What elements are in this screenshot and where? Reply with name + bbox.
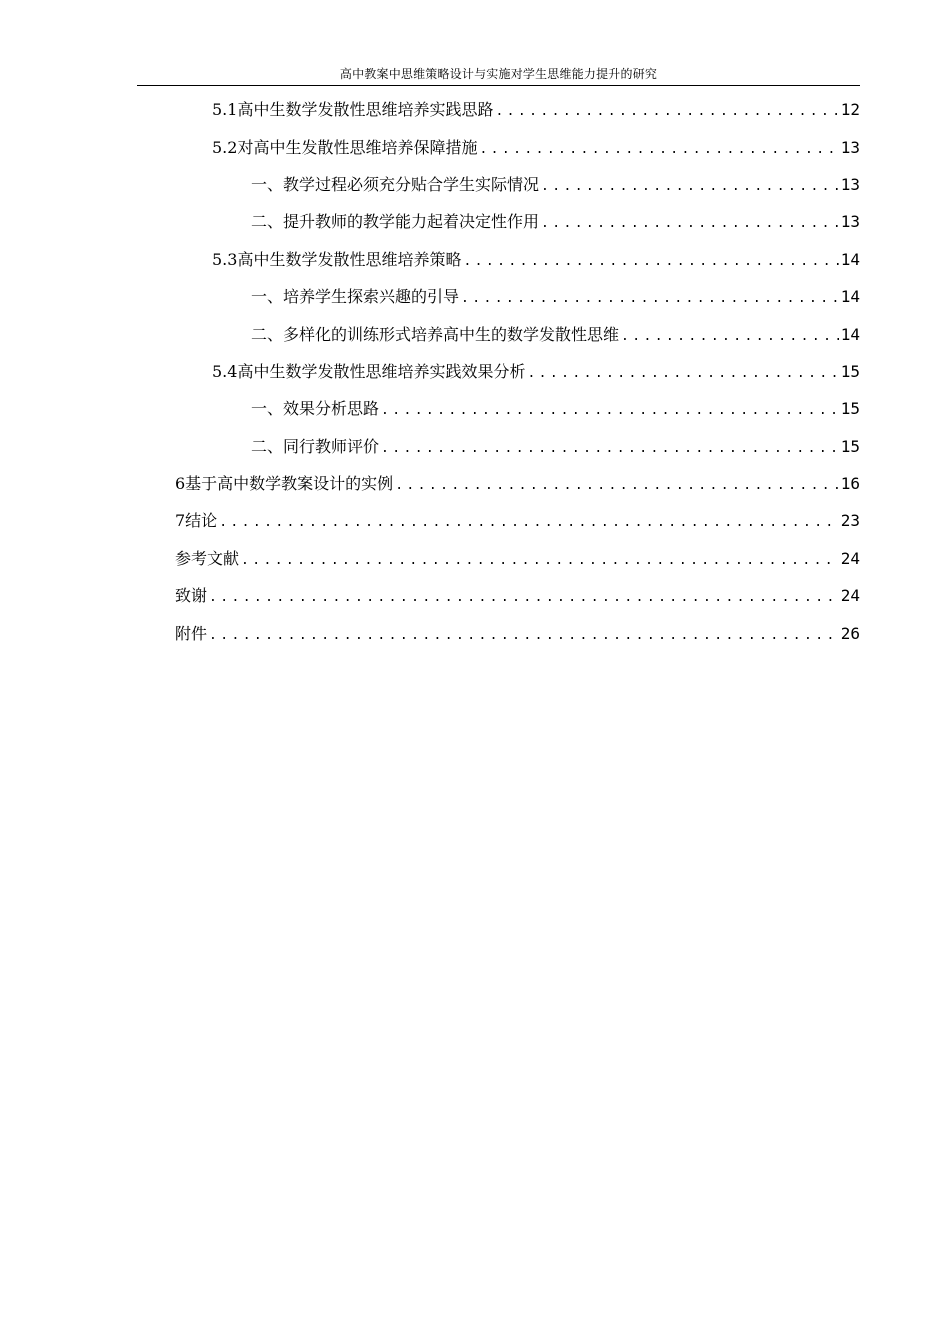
toc-entry[interactable] (251, 174, 860, 196)
toc-dot-leader (621, 326, 839, 348)
toc-dot-leader (219, 512, 839, 534)
toc-entry-page: 15 (840, 362, 860, 381)
toc-entry-page: 14 (840, 250, 860, 269)
toc-entry-page: 14 (840, 325, 860, 344)
toc-entry[interactable] (212, 361, 860, 383)
toc-entry[interactable] (175, 473, 860, 495)
toc-dot-leader (541, 176, 839, 198)
toc-entry-page: 12 (840, 100, 860, 119)
toc-entry[interactable] (212, 99, 860, 121)
toc-entry[interactable] (175, 548, 860, 570)
toc-entry-page: 14 (840, 287, 860, 306)
toc-entry-label: 5.2对高中生发散性思维培养保障措施 (212, 138, 478, 157)
toc-entry-label: 二、同行教师评价 (251, 437, 380, 456)
toc-dot-leader (395, 475, 839, 497)
toc-entry-label: 7结论 (175, 511, 218, 530)
toc-dot-leader (209, 587, 839, 609)
toc-entry-label: 6基于高中数学教案设计的实例 (175, 474, 394, 493)
toc-entry[interactable] (251, 286, 860, 308)
toc-dot-leader (495, 101, 838, 123)
toc-dot-leader (541, 213, 839, 235)
toc-dot-leader (381, 400, 839, 422)
toc-entry-page: 13 (840, 175, 860, 194)
toc-entry[interactable] (212, 137, 860, 159)
toc-entry-label: 二、多样化的训练形式培养高中生的数学发散性思维 (251, 325, 620, 344)
toc-entry-page: 23 (840, 511, 860, 530)
toc-entry[interactable] (175, 510, 860, 532)
toc-entry-label: 5.3高中生数学发散性思维培养策略 (212, 250, 462, 269)
toc-entry-page: 13 (840, 138, 860, 157)
toc-entry-label: 二、提升教师的教学能力起着决定性作用 (251, 212, 540, 231)
toc-entry-page: 24 (840, 549, 860, 568)
toc-dot-leader (209, 625, 839, 647)
toc-entry-label: 致谢 (175, 586, 208, 605)
toc-entry-page: 15 (840, 437, 860, 456)
page-header-title: 高中教案中思维策略设计与实施对学生思维能力提升的研究 (339, 67, 658, 81)
toc-entry-page: 13 (840, 212, 860, 231)
toc-entry[interactable] (251, 436, 860, 458)
toc-entry-page: 15 (840, 399, 860, 418)
toc-entry-label: 附件 (175, 624, 208, 643)
toc-entry[interactable] (175, 585, 860, 607)
toc-entry[interactable] (251, 324, 860, 346)
toc-entry-label: 一、培养学生探索兴趣的引导 (251, 287, 460, 306)
toc-dot-leader (463, 251, 838, 273)
toc-dot-leader (479, 139, 838, 161)
toc-entry-label: 5.1高中生数学发散性思维培养实践思路 (212, 100, 494, 119)
toc-dot-leader (461, 288, 839, 310)
toc-dot-leader (241, 550, 839, 572)
toc-entry[interactable] (175, 623, 860, 645)
toc-dot-leader (527, 363, 838, 385)
toc-entry-label: 参考文献 (175, 549, 240, 568)
toc-entry-label: 一、教学过程必须充分贴合学生实际情况 (251, 175, 540, 194)
toc-entry-page: 24 (840, 586, 860, 605)
toc-entry-page: 16 (840, 474, 860, 493)
toc-entry-label: 一、效果分析思路 (251, 399, 380, 418)
toc-entry[interactable] (251, 398, 860, 420)
toc-dot-leader (381, 438, 839, 460)
toc-entry-page: 26 (840, 624, 860, 643)
toc-entry[interactable] (251, 211, 860, 233)
toc-entry-label: 5.4高中生数学发散性思维培养实践效果分析 (212, 362, 526, 381)
toc-entry[interactable] (212, 249, 860, 271)
